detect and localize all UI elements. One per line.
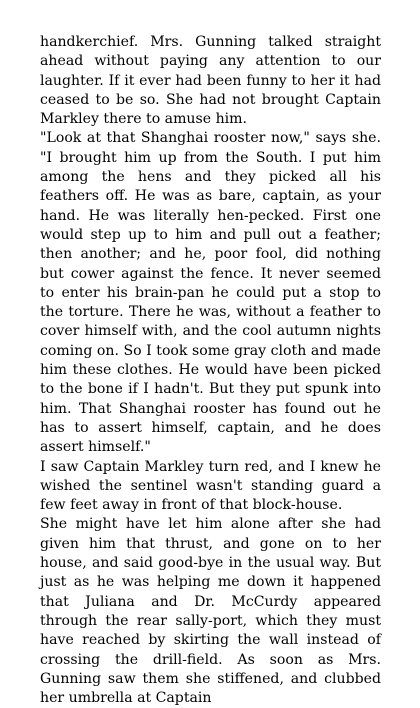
page-text — [40, 33, 381, 708]
paragraph: handkerchief. Mrs. Gunning talked straight ahead without paying any attention to our laughter. If it ever had been funny to her it had ceased to be so. She had not brought Captain Markley there to amuse him. — [40, 34, 381, 128]
paragraph: She might have let him alone after she had given him that thrust, and gone on to her house, and said good-bye in the usual way. But just as he was helping me down it happened that Juliana and Dr. McCurdy appeared through the rear sally-port, which they must have reached by skirting the wall instead of crossing the drill-field. As soon as Mrs. Gunning saw them she stiffened, and clubbed her umbrella at Captain — [40, 516, 381, 707]
paragraph: I saw Captain Markley turn red, and I knew he wished the sentinel wasn't standing guard a few feet away in front of that block-house. — [40, 458, 381, 514]
paragraph: "Look at that Shanghai rooster now," says she. "I brought him up from the South. I put him among the hens and they picked all his feathers off. He was as bare, captain, as your hand. He was literally hen-pecked. First one would step up to him and pull out a feather; then another; and he, poor fool, did nothing but cower against the fence. It never seemed to enter his brain-pan he could put a stop to the torture. There he was, without a feather to cover himself with, and the cool autumn nights coming on. So I took some gray cloth and made him these clothes. He would have been picked to the bone if I hadn't. But they put spunk into him. That Shanghai rooster has found out he has to assert himself, captain, and he does assert himself." — [40, 130, 381, 456]
